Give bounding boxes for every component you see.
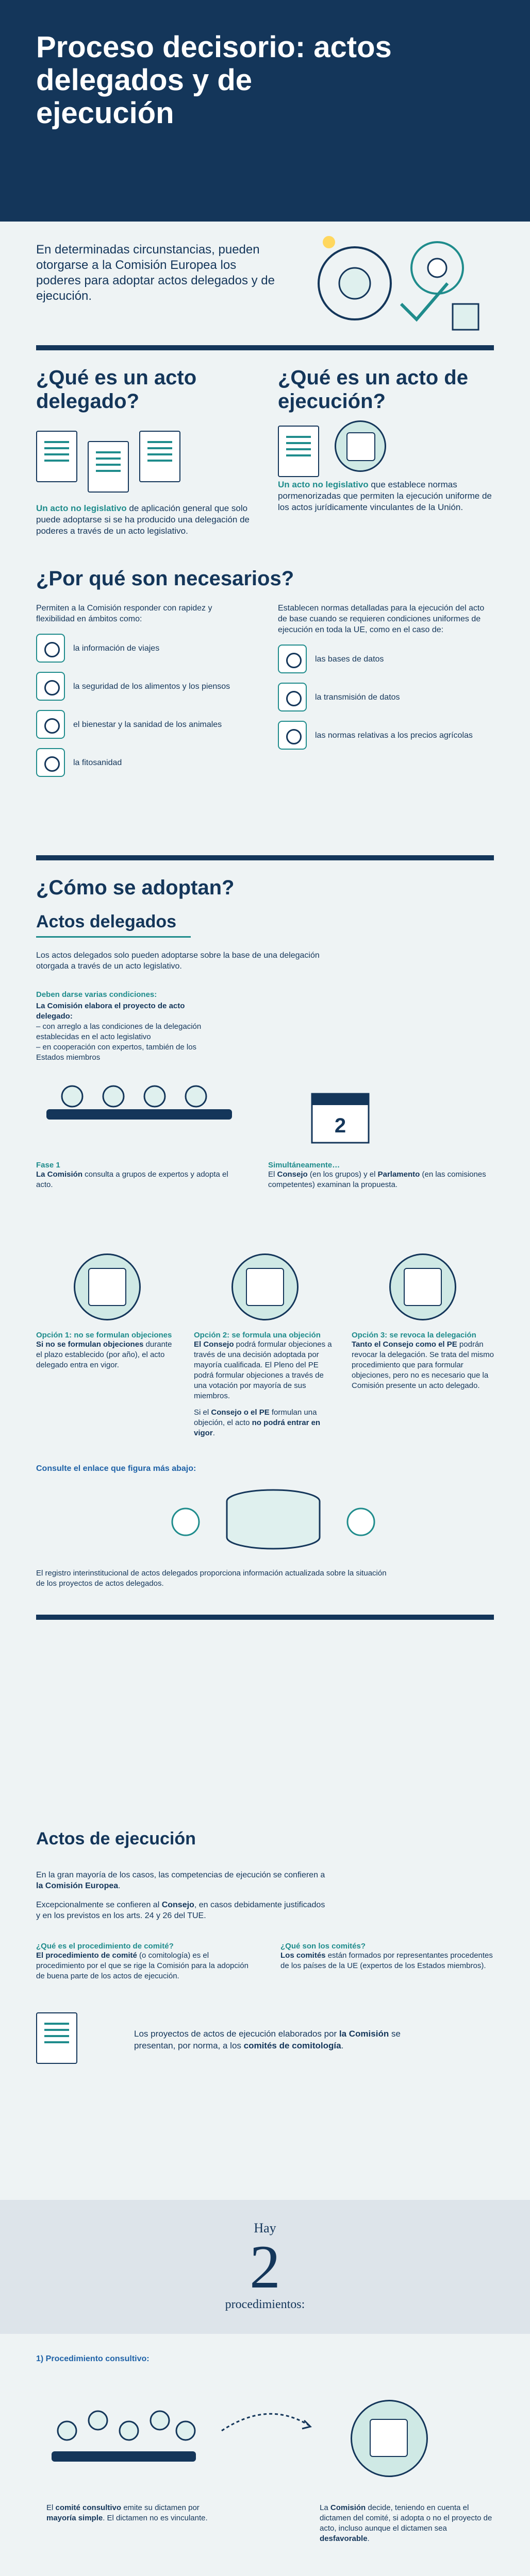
delegated-acts-section — [0, 912, 530, 1829]
delegated-intro: Los actos delegados solo pueden adoptarse sobre la base de una delegación otorgada a través de un acto legislativo. — [36, 951, 320, 971]
why-right-column — [278, 603, 494, 777]
simultaneous-title: Simultáneamente… — [268, 1161, 340, 1170]
intro-section — [0, 222, 530, 345]
decision-arrow-icon — [217, 2400, 320, 2441]
advisory-procedure-section — [0, 2334, 530, 2576]
database-icon — [155, 1486, 392, 1558]
plant-health-icon — [36, 748, 65, 777]
reason-item: las normas relativas a los precios agrícolas — [278, 721, 494, 750]
approval-icon — [74, 1253, 141, 1320]
phase1-title: Fase 1 — [36, 1161, 60, 1170]
committees-box: ¿Qué son los comités? Los comités están formados por representantes procedentes de los países de la UE (expertos de los Estados miembros). — [280, 1942, 493, 1970]
section-divider — [36, 345, 494, 350]
why-section — [0, 567, 530, 855]
committee-table-illustration-icon — [46, 2389, 201, 2493]
advisory-left-text: El comité consultivo emite su dictamen por mayoría simple. El dictamen no es vinculante. — [46, 2503, 208, 2522]
register-text: El registro interinstitucional de actos delegados proporciona información actualizada sobre la situación de los proyectos de actos delegados. — [36, 1569, 387, 1588]
count-number: 2 — [250, 2232, 280, 2301]
delegated-definition-text: Un acto no legislativo de aplicación general que solo puede adoptarse si se ha producido una delegación de poderes a través de un acto legislativo. — [36, 503, 250, 536]
section-divider — [36, 1615, 494, 1620]
count-label-top: Hay — [254, 2221, 276, 2235]
implementing-acts-title: Actos de ejecución — [36, 1829, 196, 1849]
data-transfer-icon — [278, 683, 307, 711]
page-title: Proceso decisorio: actos delegados y de ejecución — [36, 30, 392, 130]
delegated-question: ¿Qué es un acto delegado? — [36, 366, 197, 413]
projects-text: Los proyectos de actos de ejecución elaborados por la Comisión se presentan, por norma, a los comités de comitología. — [134, 2029, 401, 2050]
how-title: ¿Cómo se adoptan? — [36, 876, 235, 899]
implementing-acts-section — [0, 1829, 530, 2200]
food-safety-icon — [36, 672, 65, 701]
calendar-number: 2 — [334, 1114, 346, 1137]
animal-welfare-icon — [36, 710, 65, 739]
commission-decision-icon — [351, 2400, 428, 2477]
hero-banner — [0, 0, 530, 222]
reason-item: la seguridad de los alimentos y los piensos — [36, 672, 252, 701]
reason-item: la información de viajes — [36, 634, 252, 663]
revoke-icon — [389, 1253, 456, 1320]
delegated-definition — [36, 366, 252, 551]
advisory-title: 1) Procedimiento consultivo: — [36, 2354, 150, 2363]
implementing-exception: Excepcionalmente se confieren al Consejo, en casos debidamente justificados y en los previstos en los arts. 24 y 26 del TUE. — [36, 1901, 325, 1920]
section-divider — [36, 855, 494, 860]
condition-item: – con arreglo a las condiciones de la delegación establecidas en el acto legislativo — [36, 1022, 202, 1041]
definitions-section — [0, 350, 530, 567]
reason-item: la transmisión de datos — [278, 683, 494, 711]
register-link[interactable]: Consulte el enlace que figura más abajo: — [36, 1464, 196, 1473]
agriculture-prices-icon — [278, 721, 307, 750]
implementing-question: ¿Qué es un acto de ejecución? — [278, 366, 468, 413]
conditions-lead: La Comisión elabora el proyecto de acto delegado: — [36, 1002, 185, 1021]
implementing-definition-text: Un acto no legislativo que establece normas pormenorizadas que permiten la ejecución uniforme de los actos jurídicamente vinculantes de la Unión. — [278, 480, 492, 512]
delegated-option-3: Opción 3: se revoca la delegación Tanto el Consejo como el PE podrán revocar la delegación. Se trata del mismo procedimiento que para formular objeciones, pero no es necesario que la Comisión presente un acto delegado. — [352, 1253, 494, 1438]
objection-extra-text: Si el Consejo o el PE formulan una objeción, el acto no podrá entrar en vigor. — [194, 1408, 321, 1437]
advisory-right-text: La Comisión decide, teniendo en cuenta el dictamen del comité, si adopta o no el proyecto de acto, incluso aunque el dictamen sea desfavorable. — [320, 2503, 492, 2543]
condition-item: – en cooperación con expertos, también de los Estados miembros — [36, 1043, 197, 1062]
why-right-intro: Establecen normas detalladas para la ejecución del acto de base cuando se requieren condiciones uniformes de ejecución en toda la UE, como en el caso de: — [278, 604, 485, 634]
implementing-intro: En la gran mayoría de los casos, las competencias de ejecución se confieren a la Comisión Europea. — [36, 1871, 325, 1890]
simultaneous-text: El Consejo (en los grupos) y el Parlamento (en las comisiones competentes) examinan la propuesta. — [268, 1170, 486, 1189]
document-icon — [36, 431, 77, 482]
expert-group-illustration-icon — [36, 1078, 242, 1145]
why-left-column — [36, 603, 252, 777]
check-badge-icon — [335, 420, 386, 472]
document-icon — [139, 431, 180, 482]
reason-item: el bienestar y la sanidad de los animales — [36, 710, 252, 739]
reason-item: la fitosanidad — [36, 748, 252, 777]
document-icon — [88, 441, 129, 493]
gears-illustration-icon — [298, 227, 494, 340]
phase1-text: La Comisión consulta a grupos de expertos y adopta el acto. — [36, 1170, 228, 1189]
procedures-count — [0, 2200, 530, 2334]
database-icon — [278, 645, 307, 673]
objection-icon — [231, 1253, 299, 1320]
delegated-option-1: Opción 1: no se formulan objeciones Si no se formulan objeciones durante el plazo establecido (por año), el acto delegado entra en vigor. — [36, 1253, 178, 1438]
implementing-definition — [278, 366, 494, 551]
delegated-option-2: Opción 2: se formula una objeción El Consejo podrá formular objeciones a través de una decisión adoptada por mayoría cualificada. El Pleno del PE podrá formular objeciones a través de una votación por mayoría de sus miembros. Si el Consejo o el PE formulan una objeción, el acto no podrá entrar en vigor. — [194, 1253, 336, 1438]
delegated-acts-title: Actos delegados — [36, 912, 177, 931]
conditions-title: Deben darse varias condiciones: — [36, 990, 157, 999]
committee-procedure-box: ¿Qué es el procedimiento de comité? El procedimiento de comité (o comitología) es el procedimiento por el que se rige la Comisión para la adopción de buena parte de los actos de ejecución. — [36, 1942, 249, 1980]
document-icon — [36, 2012, 77, 2064]
intro-text: En determinadas circunstancias, pueden otorgarse a la Comisión Europea los poderes para adoptar actos delegados y de ejecución. — [36, 243, 275, 303]
why-left-intro: Permiten a la Comisión responder con rapidez y flexibilidad en ámbitos como: — [36, 604, 212, 623]
how-section — [0, 860, 530, 912]
travel-icon — [36, 634, 65, 663]
count-label-bottom: procedimientos: — [225, 2298, 305, 2311]
why-title: ¿Por qué son necesarios? — [36, 567, 294, 590]
document-icon — [278, 426, 319, 477]
reason-item: las bases de datos — [278, 645, 494, 673]
